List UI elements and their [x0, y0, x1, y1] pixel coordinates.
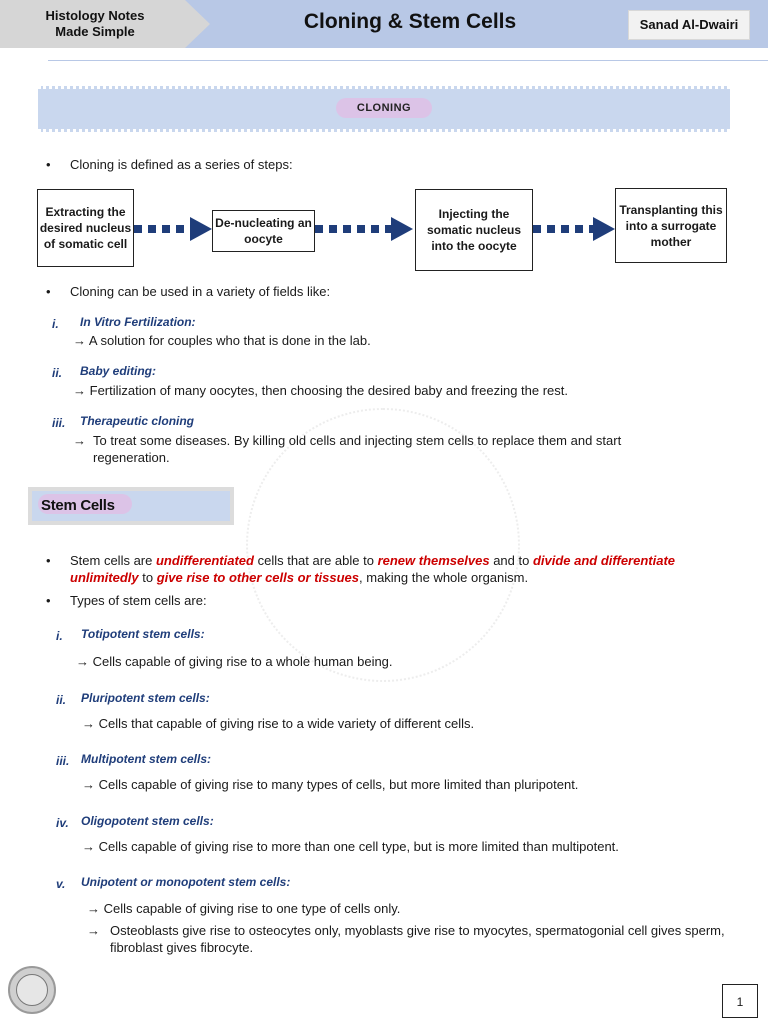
series-line2: Made Simple — [55, 24, 135, 39]
field-number: iii. — [52, 416, 66, 430]
arrow-icon: → — [76, 654, 89, 669]
arrow-icon: → — [82, 839, 95, 854]
type-title: Pluripotent stem cells: — [81, 691, 210, 705]
field-desc-text: To treat some diseases. By killing old cells and injecting stem cells to replace them and start regeneration. — [93, 433, 622, 465]
arrow-icon: → — [73, 383, 86, 398]
type-desc-text: Cells capable of giving rise to more than one cell type, but is more limited than multipotent. — [98, 839, 619, 854]
type-desc-text: Cells that capable of giving rise to a wide variety of different cells. — [98, 716, 475, 731]
series-line1: Histology Notes — [45, 8, 145, 23]
field-title: In Vitro Fertilization: — [80, 315, 196, 329]
field-item-ivf — [52, 315, 196, 333]
flow-arrow-1 — [134, 225, 212, 233]
stem-def-text: Stem cells are — [70, 553, 156, 568]
stem-def-text: and to — [489, 553, 533, 568]
type-number: iii. — [56, 754, 70, 768]
bullet-icon: • — [46, 157, 51, 172]
stem-cells-heading: Stem Cells — [41, 497, 115, 514]
type-title: Unipotent or monopotent stem cells: — [81, 875, 291, 889]
series-title — [0, 8, 190, 40]
type-desc-text: Cells capable of giving rise to a whole human being. — [92, 654, 393, 669]
arrow-icon: → — [87, 901, 100, 916]
bullet-icon: • — [46, 553, 51, 568]
type-example-text: Osteoblasts give rise to osteocytes only, myoblasts give rise to myocytes, spermatogonial cell gives sperm, fibroblast gives fibrocyte. — [110, 923, 725, 955]
type-number: ii. — [56, 693, 67, 707]
stem-def-text: to — [138, 570, 157, 585]
bullet-icon: • — [46, 284, 51, 299]
types-intro — [46, 592, 207, 609]
field-item-therapeutic — [52, 414, 195, 432]
cloning-definition-text: Cloning is defined as a series of steps: — [70, 157, 293, 172]
field-desc-text: A solution for couples who that is done in the lab. — [88, 333, 371, 348]
flow-arrow-2 — [315, 225, 415, 233]
type-desc-totipotent — [76, 653, 393, 670]
header-divider — [48, 60, 768, 61]
emphasis-give-rise: give rise to other cells or tissues — [156, 570, 360, 585]
type-pluripotent — [56, 691, 210, 709]
field-number: ii. — [52, 366, 63, 380]
emphasis-divide: divide and differentiate unlimitedly — [70, 553, 676, 585]
flow-step-transplant: Transplanting this into a surrogate mother — [615, 188, 727, 263]
field-title: Baby editing: — [80, 364, 157, 378]
type-oligopotent — [56, 814, 214, 832]
page-title: Cloning & Stem Cells — [303, 10, 517, 33]
page-number: 1 — [722, 984, 758, 1018]
flow-step-extract: Extracting the desired nucleus of somatic cell — [37, 189, 134, 267]
type-desc-unipotent — [87, 900, 400, 917]
type-desc-text: Cells capable of giving rise to one type of cells only. — [103, 901, 401, 916]
stem-def-text: cells that are able to — [253, 553, 378, 568]
type-desc-multipotent — [82, 776, 578, 793]
stem-def-text: , making the whole organism. — [359, 570, 529, 585]
type-multipotent — [56, 752, 212, 770]
type-title: Oligopotent stem cells: — [81, 814, 214, 828]
field-desc-text: Fertilization of many oocytes, then choosing the desired baby and freezing the rest. — [89, 383, 569, 398]
arrow-icon: → — [82, 716, 95, 731]
arrow-icon: → — [82, 777, 95, 792]
type-title: Totipotent stem cells: — [81, 627, 205, 641]
flow-step-denucleate: De-nucleating an oocyte — [212, 210, 315, 252]
types-intro-text: Types of stem cells are: — [70, 593, 207, 608]
stem-definition — [46, 552, 720, 586]
type-number: i. — [56, 629, 63, 643]
type-desc-text: Cells capable of giving rise to many types of cells, but more limited than pluripotent. — [98, 777, 579, 792]
arrow-icon: → — [87, 923, 100, 938]
type-number: iv. — [56, 816, 69, 830]
type-unipotent — [56, 875, 291, 893]
footer-logo-emblem — [16, 974, 48, 1006]
type-totipotent — [56, 627, 205, 645]
type-desc-pluripotent — [82, 715, 474, 732]
cloning-heading: CLONING — [336, 98, 432, 118]
emphasis-undifferentiated: undifferentiated — [155, 553, 254, 568]
type-title: Multipotent stem cells: — [81, 752, 212, 766]
type-number: v. — [56, 877, 66, 891]
type-desc-oligopotent — [82, 838, 619, 855]
field-desc-ivf — [73, 332, 371, 349]
fields-intro-text: Cloning can be used in a variety of fields like: — [70, 284, 331, 299]
type-example-unipotent — [87, 922, 727, 956]
field-desc-baby-editing — [73, 382, 568, 399]
author-badge: Sanad Al-Dwairi — [628, 10, 750, 40]
field-number: i. — [52, 317, 59, 331]
flow-arrow-3 — [533, 225, 615, 233]
cloning-definition — [46, 156, 293, 173]
field-item-baby-editing — [52, 364, 157, 382]
emphasis-renew: renew themselves — [377, 553, 490, 568]
fields-intro — [46, 283, 331, 300]
arrow-icon: → — [73, 333, 86, 348]
flow-step-inject: Injecting the somatic nucleus into the oocyte — [415, 189, 533, 271]
arrow-icon: → — [73, 433, 86, 448]
bullet-icon: • — [46, 593, 51, 608]
field-desc-therapeutic — [73, 432, 673, 466]
field-title: Therapeutic cloning — [80, 414, 195, 428]
